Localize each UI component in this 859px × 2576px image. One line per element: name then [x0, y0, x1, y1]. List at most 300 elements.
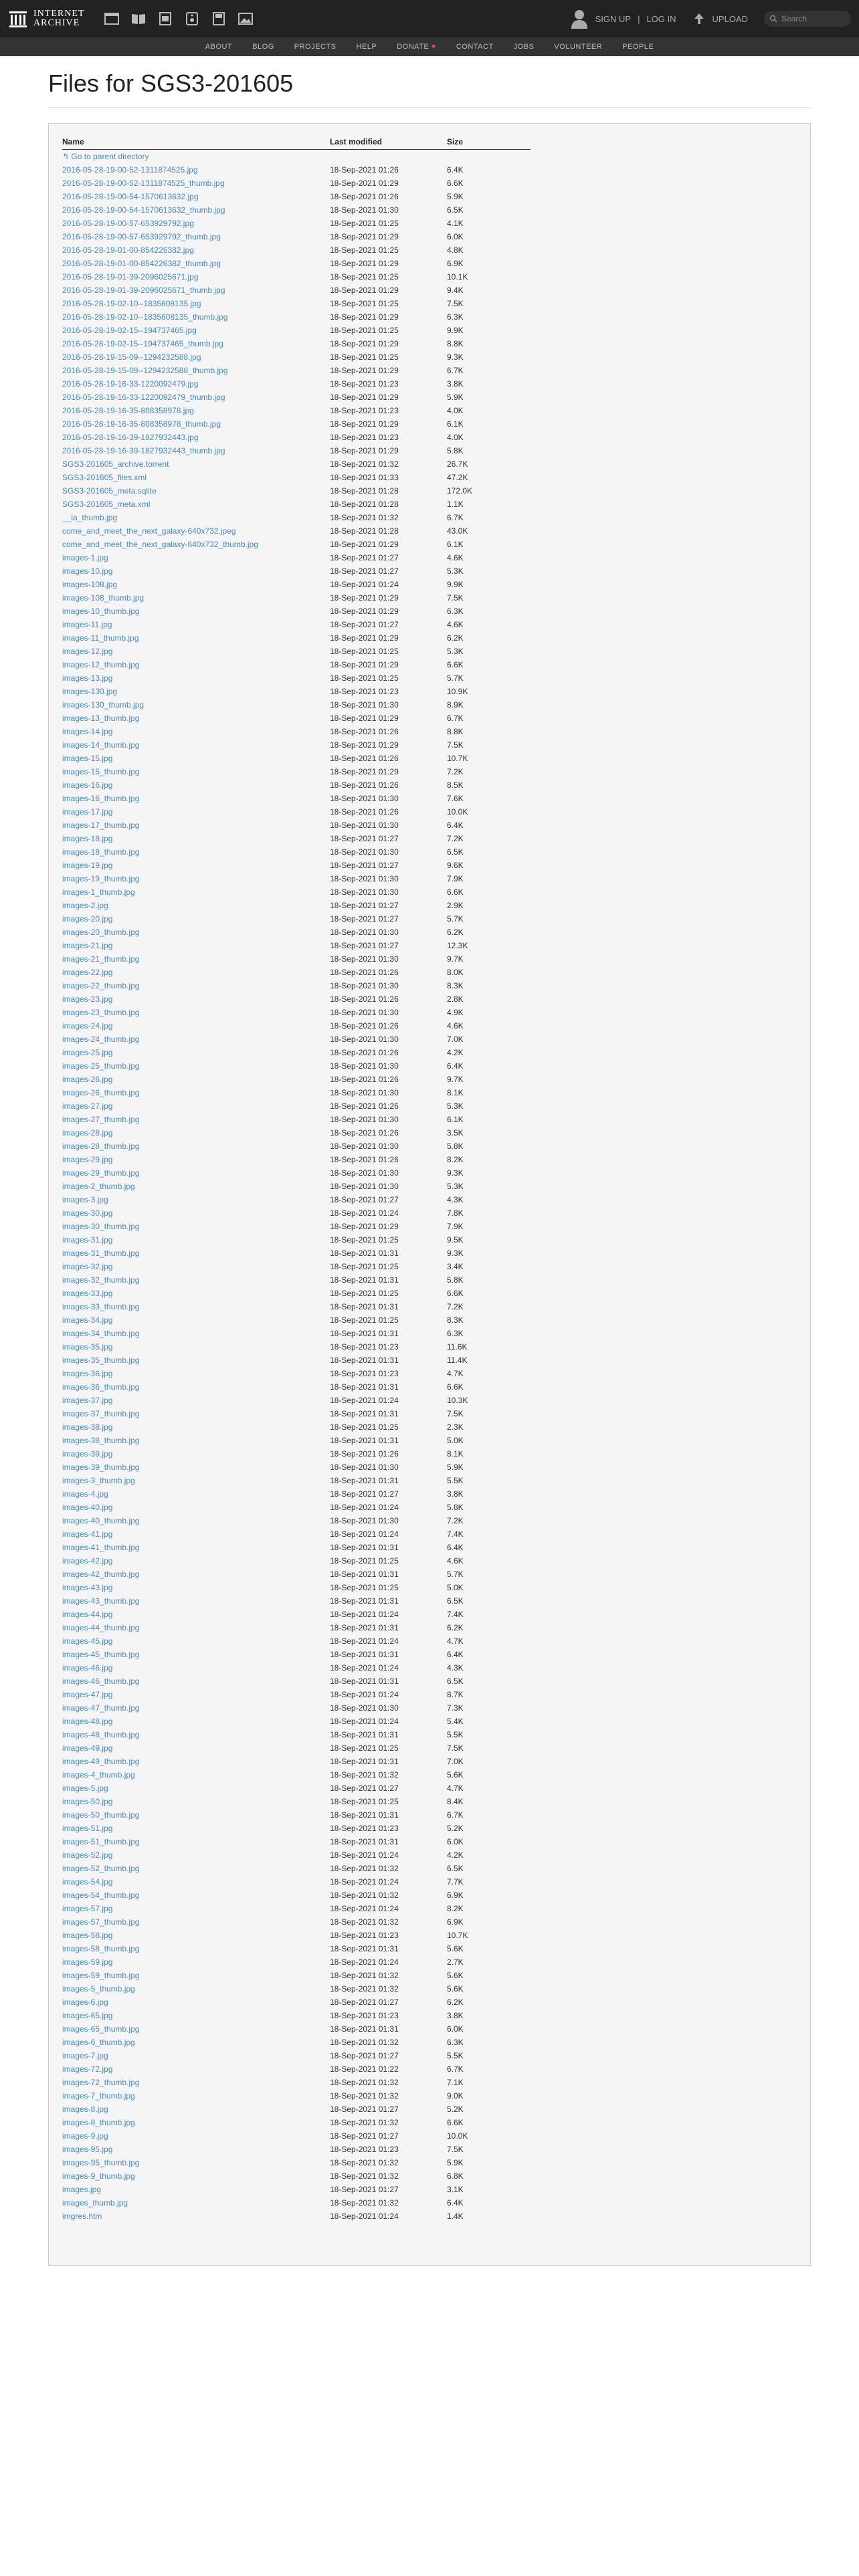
file-link[interactable]: images-44_thumb.jpg: [62, 1623, 140, 1632]
file-link[interactable]: images-72.jpg: [62, 2064, 113, 2074]
file-link[interactable]: images-31_thumb.jpg: [62, 1249, 140, 1258]
file-link[interactable]: images-28_thumb.jpg: [62, 1142, 140, 1151]
file-link[interactable]: images-21.jpg: [62, 941, 113, 950]
file-link[interactable]: SGS3-201605_archive.torrent: [62, 459, 169, 469]
last-modified-cell: 18-Sep-2021 01:30: [330, 794, 399, 803]
table-row: [62, 926, 531, 939]
file-link[interactable]: 2016-05-28-19-00-52-1311874525.jpg: [62, 165, 198, 175]
file-link[interactable]: images-58_thumb.jpg: [62, 1944, 140, 1953]
last-modified-cell: 18-Sep-2021 01:31: [330, 1275, 399, 1285]
file-link[interactable]: images-38.jpg: [62, 1422, 113, 1432]
upload-icon[interactable]: [692, 12, 706, 25]
file-link[interactable]: images-7.jpg: [62, 2051, 108, 2060]
software-icon[interactable]: [210, 10, 227, 27]
file-link[interactable]: images-27_thumb.jpg: [62, 1115, 140, 1124]
file-link[interactable]: images-20_thumb.jpg: [62, 928, 140, 937]
last-modified-cell: 18-Sep-2021 01:29: [330, 633, 399, 643]
file-link[interactable]: 2016-05-28-19-01-00-854226382.jpg: [62, 245, 194, 255]
file-link[interactable]: images-32_thumb.jpg: [62, 1275, 140, 1285]
table-row: [62, 2196, 531, 2210]
file-link[interactable]: images-8_thumb.jpg: [62, 2118, 135, 2127]
file-link[interactable]: images-6.jpg: [62, 1998, 108, 2007]
file-link[interactable]: images-26.jpg: [62, 1075, 113, 1084]
file-link[interactable]: images-19_thumb.jpg: [62, 874, 140, 883]
table-row: [62, 605, 531, 618]
table-row: [62, 1822, 531, 1835]
size-cell: 4.2K: [447, 1048, 464, 1057]
file-link[interactable]: images-57_thumb.jpg: [62, 1917, 140, 1927]
file-link[interactable]: images-43.jpg: [62, 1583, 113, 1592]
last-modified-cell: 18-Sep-2021 01:30: [330, 1061, 399, 1071]
file-link[interactable]: images-2_thumb.jpg: [62, 1182, 135, 1191]
file-link[interactable]: images-49_thumb.jpg: [62, 1757, 140, 1766]
brand-line-2: ARCHIVE: [33, 18, 80, 28]
file-link[interactable]: images-4_thumb.jpg: [62, 1770, 135, 1780]
file-link[interactable]: images-28.jpg: [62, 1128, 113, 1138]
file-link[interactable]: images-36_thumb.jpg: [62, 1382, 140, 1392]
file-link[interactable]: images-12.jpg: [62, 647, 113, 656]
file-link[interactable]: images-46_thumb.jpg: [62, 1677, 140, 1686]
last-modified-cell: 18-Sep-2021 01:25: [330, 1743, 399, 1753]
column-header-size: Size: [447, 136, 531, 150]
table-row: [62, 2183, 531, 2196]
file-link[interactable]: images-1_thumb.jpg: [62, 887, 135, 897]
file-link[interactable]: images-23.jpg: [62, 994, 113, 1004]
file-link[interactable]: images-3_thumb.jpg: [62, 1476, 135, 1485]
last-modified-cell: 18-Sep-2021 01:25: [330, 219, 399, 228]
web-icon[interactable]: [103, 10, 120, 27]
file-link[interactable]: images-39.jpg: [62, 1449, 113, 1459]
file-link[interactable]: images-72_thumb.jpg: [62, 2078, 140, 2087]
size-cell: 6.3K: [447, 2038, 464, 2047]
file-link[interactable]: images-43_thumb.jpg: [62, 1596, 140, 1606]
file-link[interactable]: come_and_meet_the_next_galaxy-640x732.jpeg: [62, 526, 236, 536]
file-link[interactable]: images-108_thumb.jpg: [62, 593, 145, 603]
file-link[interactable]: images-20.jpg: [62, 914, 113, 924]
file-link[interactable]: 2016-05-28-19-15-09--1294232588.jpg: [62, 352, 201, 362]
file-link[interactable]: images-57.jpg: [62, 1904, 113, 1913]
file-link[interactable]: images-30_thumb.jpg: [62, 1222, 140, 1231]
file-link[interactable]: images-42_thumb.jpg: [62, 1570, 140, 1579]
last-modified-cell: 18-Sep-2021 01:27: [330, 914, 399, 924]
last-modified-cell: 18-Sep-2021 01:31: [330, 1596, 399, 1606]
last-modified-cell: 18-Sep-2021 01:31: [330, 1476, 399, 1485]
file-link[interactable]: images-59.jpg: [62, 1957, 113, 1967]
file-link[interactable]: 2016-05-28-19-01-39-2096025671.jpg: [62, 272, 199, 282]
file-link[interactable]: 2016-05-28-19-01-39-2096025671_thumb.jpg: [62, 286, 225, 295]
file-link[interactable]: images-37_thumb.jpg: [62, 1409, 140, 1418]
table-row: [62, 578, 531, 591]
table-row: [62, 1675, 531, 1688]
last-modified-cell: 18-Sep-2021 01:27: [330, 834, 399, 843]
last-modified-cell: 18-Sep-2021 01:23: [330, 1931, 399, 1940]
file-link[interactable]: images-8.jpg: [62, 2105, 108, 2114]
size-cell: 5.6K: [447, 1971, 464, 1980]
table-row: [62, 1220, 531, 1233]
file-link[interactable]: images-50.jpg: [62, 1797, 113, 1806]
table-row: [62, 845, 531, 859]
user-icon[interactable]: [570, 9, 589, 29]
file-link[interactable]: images-25.jpg: [62, 1048, 113, 1057]
search-box[interactable]: [764, 11, 851, 27]
file-link[interactable]: images-32.jpg: [62, 1262, 113, 1271]
file-link[interactable]: images-5_thumb.jpg: [62, 1984, 135, 1994]
file-link[interactable]: images-45.jpg: [62, 1636, 113, 1646]
file-link[interactable]: images-130.jpg: [62, 687, 118, 696]
file-link[interactable]: images-13.jpg: [62, 673, 113, 683]
size-cell: 7.2K: [447, 1516, 464, 1525]
size-cell: 5.3K: [447, 1182, 464, 1191]
file-link[interactable]: 2016-05-28-19-16-35-808358978.jpg: [62, 406, 194, 415]
file-link[interactable]: images-59_thumb.jpg: [62, 1971, 140, 1980]
file-link[interactable]: 2016-05-28-19-02-10--1835608135_thumb.jpg: [62, 312, 228, 322]
file-link[interactable]: images-40_thumb.jpg: [62, 1516, 140, 1525]
file-link[interactable]: images-22.jpg: [62, 968, 113, 977]
file-link[interactable]: images-24.jpg: [62, 1021, 113, 1031]
file-link[interactable]: 2016-05-28-19-01-00-854226382_thumb.jpg: [62, 259, 221, 268]
file-link[interactable]: images-52.jpg: [62, 1850, 113, 1860]
file-link[interactable]: 2016-05-28-19-02-10--1835608135.jpg: [62, 299, 201, 308]
size-cell: 6.5K: [447, 847, 464, 857]
file-link[interactable]: images-95.jpg: [62, 2145, 113, 2154]
file-link[interactable]: images-50_thumb.jpg: [62, 1810, 140, 1820]
subnav-volunteer[interactable]: VOLUNTEER: [554, 43, 603, 51]
file-link[interactable]: images-16_thumb.jpg: [62, 794, 140, 803]
last-modified-cell: 18-Sep-2021 01:30: [330, 1115, 399, 1124]
last-modified-cell: 18-Sep-2021 01:23: [330, 1824, 399, 1833]
size-cell: 6.7K: [447, 366, 464, 375]
audio-icon[interactable]: [183, 10, 201, 27]
file-link[interactable]: 2016-05-28-19-16-39-1827932443_thumb.jpg: [62, 446, 225, 455]
size-cell: 4.2K: [447, 1850, 464, 1860]
file-link[interactable]: images-2.jpg: [62, 901, 108, 910]
table-row: [62, 1648, 531, 1661]
last-modified-cell: 18-Sep-2021 01:23: [330, 406, 399, 415]
last-modified-cell: 18-Sep-2021 01:24: [330, 1717, 399, 1726]
table-row: [62, 992, 531, 1006]
file-link[interactable]: images-13_thumb.jpg: [62, 714, 140, 723]
size-cell: 4.6K: [447, 553, 464, 562]
file-link[interactable]: images-25_thumb.jpg: [62, 1061, 140, 1071]
table-row: [62, 337, 531, 350]
file-link[interactable]: images-130_thumb.jpg: [62, 700, 145, 710]
size-cell: 3.5K: [447, 1128, 464, 1138]
file-link[interactable]: images-49.jpg: [62, 1743, 113, 1753]
table-row: [62, 1434, 531, 1447]
file-link[interactable]: images-42.jpg: [62, 1556, 113, 1566]
file-link[interactable]: 2016-05-28-19-16-33-1220092479_thumb.jpg: [62, 393, 225, 402]
table-row: [62, 203, 531, 217]
internet-archive-logo[interactable]: [8, 9, 84, 29]
file-link[interactable]: images-52_thumb.jpg: [62, 1864, 140, 1873]
last-modified-cell: 18-Sep-2021 01:30: [330, 1035, 399, 1044]
subnav-blog[interactable]: BLOG: [252, 43, 274, 51]
last-modified-cell: 18-Sep-2021 01:27: [330, 2131, 399, 2141]
file-link[interactable]: images-35_thumb.jpg: [62, 1356, 140, 1365]
table-row: [62, 1782, 531, 1795]
last-modified-cell: 18-Sep-2021 01:26: [330, 1101, 399, 1111]
size-cell: 6.4K: [447, 1543, 464, 1552]
subnav-about[interactable]: ABOUT: [205, 43, 233, 51]
file-link[interactable]: images-51.jpg: [62, 1824, 113, 1833]
last-modified-cell: 18-Sep-2021 01:23: [330, 1369, 399, 1378]
file-link[interactable]: images-1.jpg: [62, 553, 108, 562]
file-link[interactable]: images-11.jpg: [62, 620, 112, 629]
file-link[interactable]: images-17_thumb.jpg: [62, 821, 140, 830]
size-cell: 9.7K: [447, 954, 464, 964]
subnav-projects[interactable]: PROJECTS: [294, 43, 337, 51]
login-link[interactable]: LOG IN: [646, 13, 676, 24]
table-row: [62, 2103, 531, 2116]
size-cell: 7.5K: [447, 299, 464, 308]
archive-building-icon: [8, 9, 28, 29]
file-link[interactable]: images-108.jpg: [62, 580, 118, 589]
last-modified-cell: 18-Sep-2021 01:24: [330, 1904, 399, 1913]
texts-icon[interactable]: [130, 10, 147, 27]
size-cell: 3.8K: [447, 1489, 464, 1499]
table-row: [62, 792, 531, 805]
file-link[interactable]: 2016-05-28-19-16-39-1827932443.jpg: [62, 433, 199, 442]
size-cell: 9.4K: [447, 286, 464, 295]
last-modified-cell: 18-Sep-2021 01:29: [330, 312, 399, 322]
size-cell: 6.6K: [447, 1382, 464, 1392]
last-modified-cell: 18-Sep-2021 01:27: [330, 620, 399, 629]
file-link[interactable]: 2016-05-28-19-15-09--1294232588_thumb.jpg: [62, 366, 228, 375]
table-row: [62, 1527, 531, 1541]
size-cell: 6.9K: [447, 1891, 464, 1900]
file-link[interactable]: images-51_thumb.jpg: [62, 1837, 140, 1846]
file-link[interactable]: 2016-05-28-19-00-57-653929792_thumb.jpg: [62, 232, 221, 241]
table-row: [62, 2169, 531, 2183]
file-link[interactable]: images-54_thumb.jpg: [62, 1891, 140, 1900]
table-row: [62, 1889, 531, 1902]
size-cell: 10.0K: [447, 807, 468, 817]
size-cell: 6.8K: [447, 2171, 464, 2181]
file-link[interactable]: images-24_thumb.jpg: [62, 1035, 140, 1044]
last-modified-cell: 18-Sep-2021 01:32: [330, 1917, 399, 1927]
file-link[interactable]: images-18_thumb.jpg: [62, 847, 140, 857]
file-link[interactable]: images-16.jpg: [62, 780, 113, 790]
file-link[interactable]: images-58.jpg: [62, 1931, 113, 1940]
last-modified-cell: 18-Sep-2021 01:25: [330, 326, 399, 335]
file-link[interactable]: images-41.jpg: [62, 1529, 113, 1539]
file-link[interactable]: images-10.jpg: [62, 566, 113, 576]
last-modified-cell: 18-Sep-2021 01:29: [330, 339, 399, 348]
last-modified-cell: 18-Sep-2021 01:31: [330, 1302, 399, 1311]
table-row: [62, 952, 531, 966]
file-link[interactable]: images-27.jpg: [62, 1101, 113, 1111]
file-link[interactable]: images-46.jpg: [62, 1663, 113, 1673]
file-link[interactable]: 2016-05-28-19-00-54-1570613632_thumb.jpg: [62, 205, 225, 215]
last-modified-cell: 18-Sep-2021 01:32: [330, 1864, 399, 1873]
last-modified-cell: 18-Sep-2021 01:29: [330, 286, 399, 295]
file-link[interactable]: images-15_thumb.jpg: [62, 767, 140, 776]
subnav-jobs[interactable]: JOBS: [513, 43, 535, 51]
subnav-help[interactable]: HELP: [356, 43, 377, 51]
size-cell: 6.3K: [447, 607, 464, 616]
file-link[interactable]: images_thumb.jpg: [62, 2198, 128, 2208]
table-row: [62, 1287, 531, 1300]
table-row: [62, 1247, 531, 1260]
size-cell: 6.9K: [447, 1917, 464, 1927]
file-link[interactable]: images-6_thumb.jpg: [62, 2038, 135, 2047]
table-row: [62, 645, 531, 658]
size-cell: 7.1K: [447, 2078, 464, 2087]
file-link[interactable]: images-21_thumb.jpg: [62, 954, 140, 964]
file-link[interactable]: 2016-05-28-19-16-33-1220092479.jpg: [62, 379, 199, 389]
file-link[interactable]: images-5.jpg: [62, 1784, 108, 1793]
file-link[interactable]: images.jpg: [62, 2185, 102, 2194]
file-link[interactable]: images-54.jpg: [62, 1877, 113, 1887]
last-modified-cell: 18-Sep-2021 01:32: [330, 2171, 399, 2181]
file-link[interactable]: images-95_thumb.jpg: [62, 2158, 140, 2167]
file-link[interactable]: images-30.jpg: [62, 1208, 113, 1218]
file-link[interactable]: images-48_thumb.jpg: [62, 1730, 140, 1739]
table-row: [62, 350, 531, 364]
file-link[interactable]: SGS3-201605_meta.sqlite: [62, 486, 157, 496]
table-row: [62, 2129, 531, 2143]
size-cell: 7.0K: [447, 1035, 464, 1044]
file-link[interactable]: images-18.jpg: [62, 834, 113, 843]
file-link[interactable]: images-17.jpg: [62, 807, 113, 817]
size-cell: 5.8K: [447, 1275, 464, 1285]
table-row: [62, 1099, 531, 1113]
table-row: [62, 1795, 531, 1808]
file-link[interactable]: images-48.jpg: [62, 1717, 113, 1726]
signup-link[interactable]: SIGN UP: [595, 13, 632, 24]
file-link[interactable]: come_and_meet_the_next_galaxy-640x732_thumb.jpg: [62, 540, 258, 549]
file-link[interactable]: images-12_thumb.jpg: [62, 660, 140, 669]
images-icon[interactable]: [237, 10, 254, 27]
last-modified-cell: 18-Sep-2021 01:30: [330, 1168, 399, 1178]
subnav-donate[interactable]: [397, 43, 436, 51]
last-modified-cell: 18-Sep-2021 01:26: [330, 727, 399, 736]
video-icon[interactable]: [157, 10, 174, 27]
file-link[interactable]: images-34.jpg: [62, 1315, 113, 1325]
file-link[interactable]: images-14.jpg: [62, 727, 113, 736]
size-cell: 5.5K: [447, 1730, 464, 1739]
file-link[interactable]: images-36.jpg: [62, 1369, 113, 1378]
table-row: [62, 725, 531, 738]
subnav-people[interactable]: PEOPLE: [622, 43, 654, 51]
table-row: [62, 1113, 531, 1126]
parent-directory-link[interactable]: [62, 152, 149, 161]
file-link[interactable]: images-3.jpg: [62, 1195, 108, 1204]
file-link[interactable]: images-26_thumb.jpg: [62, 1088, 140, 1097]
file-link[interactable]: images-9_thumb.jpg: [62, 2171, 135, 2181]
file-link[interactable]: images-10_thumb.jpg: [62, 607, 140, 616]
file-link[interactable]: images-22_thumb.jpg: [62, 981, 140, 990]
file-link[interactable]: images-40.jpg: [62, 1503, 113, 1512]
file-link[interactable]: __ia_thumb.jpg: [62, 513, 118, 522]
search-input[interactable]: Search: [781, 14, 807, 23]
file-link[interactable]: 2016-05-28-19-00-52-1311874525_thumb.jpg: [62, 179, 225, 188]
file-link[interactable]: images-33_thumb.jpg: [62, 1302, 140, 1311]
file-link[interactable]: images-29.jpg: [62, 1155, 113, 1164]
table-row: [62, 738, 531, 752]
file-link[interactable]: images-7_thumb.jpg: [62, 2091, 135, 2101]
file-link[interactable]: images-15.jpg: [62, 754, 113, 763]
size-cell: 6.7K: [447, 1810, 464, 1820]
file-link[interactable]: images-65.jpg: [62, 2011, 113, 2020]
table-row: [62, 2210, 531, 2223]
size-cell: 9.3K: [447, 1249, 464, 1258]
last-modified-cell: 18-Sep-2021 01:31: [330, 1356, 399, 1365]
table-row: [62, 1594, 531, 1608]
table-row: [62, 564, 531, 578]
file-link[interactable]: images-23_thumb.jpg: [62, 1008, 140, 1017]
file-link[interactable]: images-38_thumb.jpg: [62, 1436, 140, 1445]
table-row: [62, 243, 531, 257]
file-link[interactable]: images-4.jpg: [62, 1489, 108, 1499]
file-link[interactable]: 2016-05-28-19-00-57-653929792.jpg: [62, 219, 194, 228]
file-link[interactable]: SGS3-201605_files.xml: [62, 473, 147, 482]
table-row: [62, 1273, 531, 1287]
size-cell: 4.3K: [447, 1663, 464, 1673]
file-link[interactable]: images-14_thumb.jpg: [62, 740, 140, 750]
subnav-contact[interactable]: CONTACT: [456, 43, 494, 51]
file-link[interactable]: images-33.jpg: [62, 1289, 113, 1298]
last-modified-cell: 18-Sep-2021 01:25: [330, 1315, 399, 1325]
file-link[interactable]: 2016-05-28-19-16-35-808358978_thumb.jpg: [62, 419, 221, 429]
size-cell: 7.8K: [447, 1208, 464, 1218]
file-link[interactable]: SGS3-201605_meta.xml: [62, 500, 151, 509]
size-cell: 6.6K: [447, 179, 464, 188]
file-link[interactable]: images-37.jpg: [62, 1396, 113, 1405]
last-modified-cell: 18-Sep-2021 01:31: [330, 1543, 399, 1552]
file-link[interactable]: images-41_thumb.jpg: [62, 1543, 140, 1552]
last-modified-cell: 18-Sep-2021 01:30: [330, 928, 399, 937]
table-row: [62, 1701, 531, 1715]
size-cell: 6.7K: [447, 513, 464, 522]
upload-link[interactable]: UPLOAD: [712, 13, 748, 24]
file-link[interactable]: images-45_thumb.jpg: [62, 1650, 140, 1659]
size-cell: 9.5K: [447, 1235, 464, 1245]
file-link[interactable]: images-11_thumb.jpg: [62, 633, 139, 643]
size-cell: 6.2K: [447, 928, 464, 937]
last-modified-cell: 18-Sep-2021 01:29: [330, 740, 399, 750]
file-link[interactable]: images-19.jpg: [62, 861, 113, 870]
file-link[interactable]: 2016-05-28-19-02-15--194737465_thumb.jpg: [62, 339, 223, 348]
file-link[interactable]: images-29_thumb.jpg: [62, 1168, 140, 1178]
last-modified-cell: 18-Sep-2021 01:29: [330, 393, 399, 402]
last-modified-cell: 18-Sep-2021 01:31: [330, 1249, 399, 1258]
file-link[interactable]: 2016-05-28-19-02-15--194737465.jpg: [62, 326, 197, 335]
file-link[interactable]: 2016-05-28-19-00-54-1570613632.jpg: [62, 192, 199, 201]
file-link[interactable]: images-34_thumb.jpg: [62, 1329, 140, 1338]
file-link[interactable]: images-39_thumb.jpg: [62, 1463, 140, 1472]
file-link[interactable]: imgres.htm: [62, 2212, 102, 2221]
file-link[interactable]: images-47_thumb.jpg: [62, 1703, 140, 1713]
file-link[interactable]: images-35.jpg: [62, 1342, 113, 1352]
table-row: [62, 1474, 531, 1487]
size-cell: 7.5K: [447, 1743, 464, 1753]
last-modified-cell: 18-Sep-2021 01:26: [330, 1449, 399, 1459]
size-cell: 6.5K: [447, 1677, 464, 1686]
file-link[interactable]: images-47.jpg: [62, 1690, 113, 1699]
last-modified-cell: 18-Sep-2021 01:26: [330, 1128, 399, 1138]
last-modified-cell: 18-Sep-2021 01:31: [330, 1650, 399, 1659]
file-link[interactable]: images-31.jpg: [62, 1235, 113, 1245]
last-modified-cell: 18-Sep-2021 01:29: [330, 419, 399, 429]
file-link[interactable]: images-9.jpg: [62, 2131, 108, 2141]
file-link[interactable]: images-44.jpg: [62, 1610, 113, 1619]
last-modified-cell: 18-Sep-2021 01:30: [330, 1008, 399, 1017]
file-link[interactable]: images-65_thumb.jpg: [62, 2024, 140, 2034]
last-modified-cell: 18-Sep-2021 01:28: [330, 526, 399, 536]
table-row: [62, 1206, 531, 1220]
table-row: [62, 364, 531, 377]
